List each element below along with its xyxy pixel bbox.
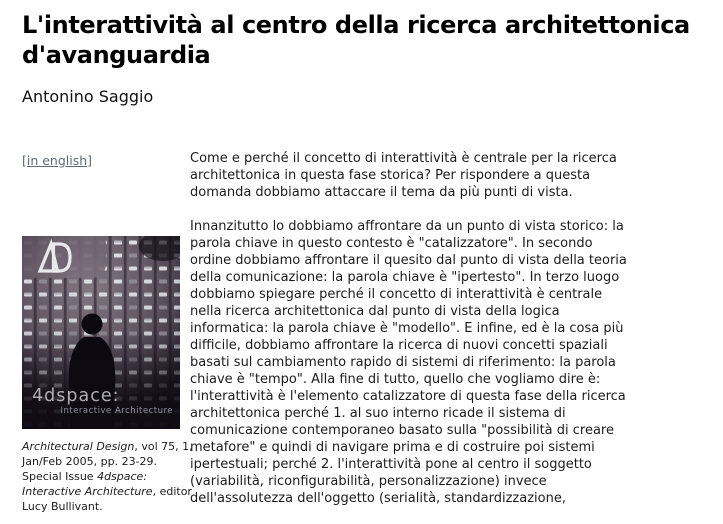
caption-editor: , editor Lucy Bullivant. bbox=[22, 485, 192, 513]
page-title: L'interattività al centro della ricerca architettonica d'avanguardia bbox=[22, 11, 690, 69]
article-body bbox=[190, 150, 632, 524]
content-columns bbox=[22, 150, 723, 524]
cover-title-text: 4dspace: bbox=[32, 386, 120, 406]
caption-details: , vol 75, 1, Jan/Feb 2005, pp. 23-29. Special Issue bbox=[22, 440, 193, 483]
paragraph-2: Innanzitutto lo dobbiamo affrontare da un punto di vista storico: la parola chiave in questo contesto è "catalizzatore". In secondo ordine dobbiamo affrontare il quesito dal punto di vista della teoria della comunicazione: la parola chiave è "ipertesto". In terzo luogo dobbiamo spiegare perché il concetto di interattività è centrale nella ricerca architettonica dal punto di vista della logica informatica: la parola chiave è "modello". E infine, ed è la cosa più difficile, dobbiamo affrontare la ricerca di nuovi concetti spaziali basati sul cambiamento rapido di sistemi di riferimento: la parola chiave è "tempo". Alla fine di tutto, quello che vogliamo dire è: l'interattività è l'elemento catalizzatore di questa fase della ricerca architettonica perché 1. al suo interno ricade il sistema di comunicazione contemporaneo basato sulla "possibilità di creare metafore" e quindi di navigare prima e di costruire poi sistemi ipertestuali; perché 2. l'interattività pone al centro il soggetto (variabilità, riconfigurabilità, personalizzazione) invece dell'assolutezza dell'oggetto (serialità, standardizzazione, bbox=[190, 219, 627, 506]
left-column bbox=[22, 150, 193, 524]
english-version-link[interactable]: [in english] bbox=[22, 153, 93, 168]
caption-issue: 4dspace: Interactive Architecture bbox=[22, 470, 153, 498]
paragraph-1: Come e perché il concetto di interattività è centrale per la ricerca architettonica in questa fase storica? Per rispondere a questa domanda dobbiamo attaccare il tema da più punti di vista. bbox=[190, 151, 617, 200]
cover-subtitle-text: Interactive Architecture bbox=[60, 406, 173, 416]
cover-caption bbox=[22, 439, 200, 514]
book-cover-image bbox=[22, 236, 180, 429]
author-name: Antonino Saggio bbox=[22, 87, 154, 106]
caption-journal: Architectural Design bbox=[22, 440, 135, 453]
cover-figure bbox=[22, 236, 193, 514]
